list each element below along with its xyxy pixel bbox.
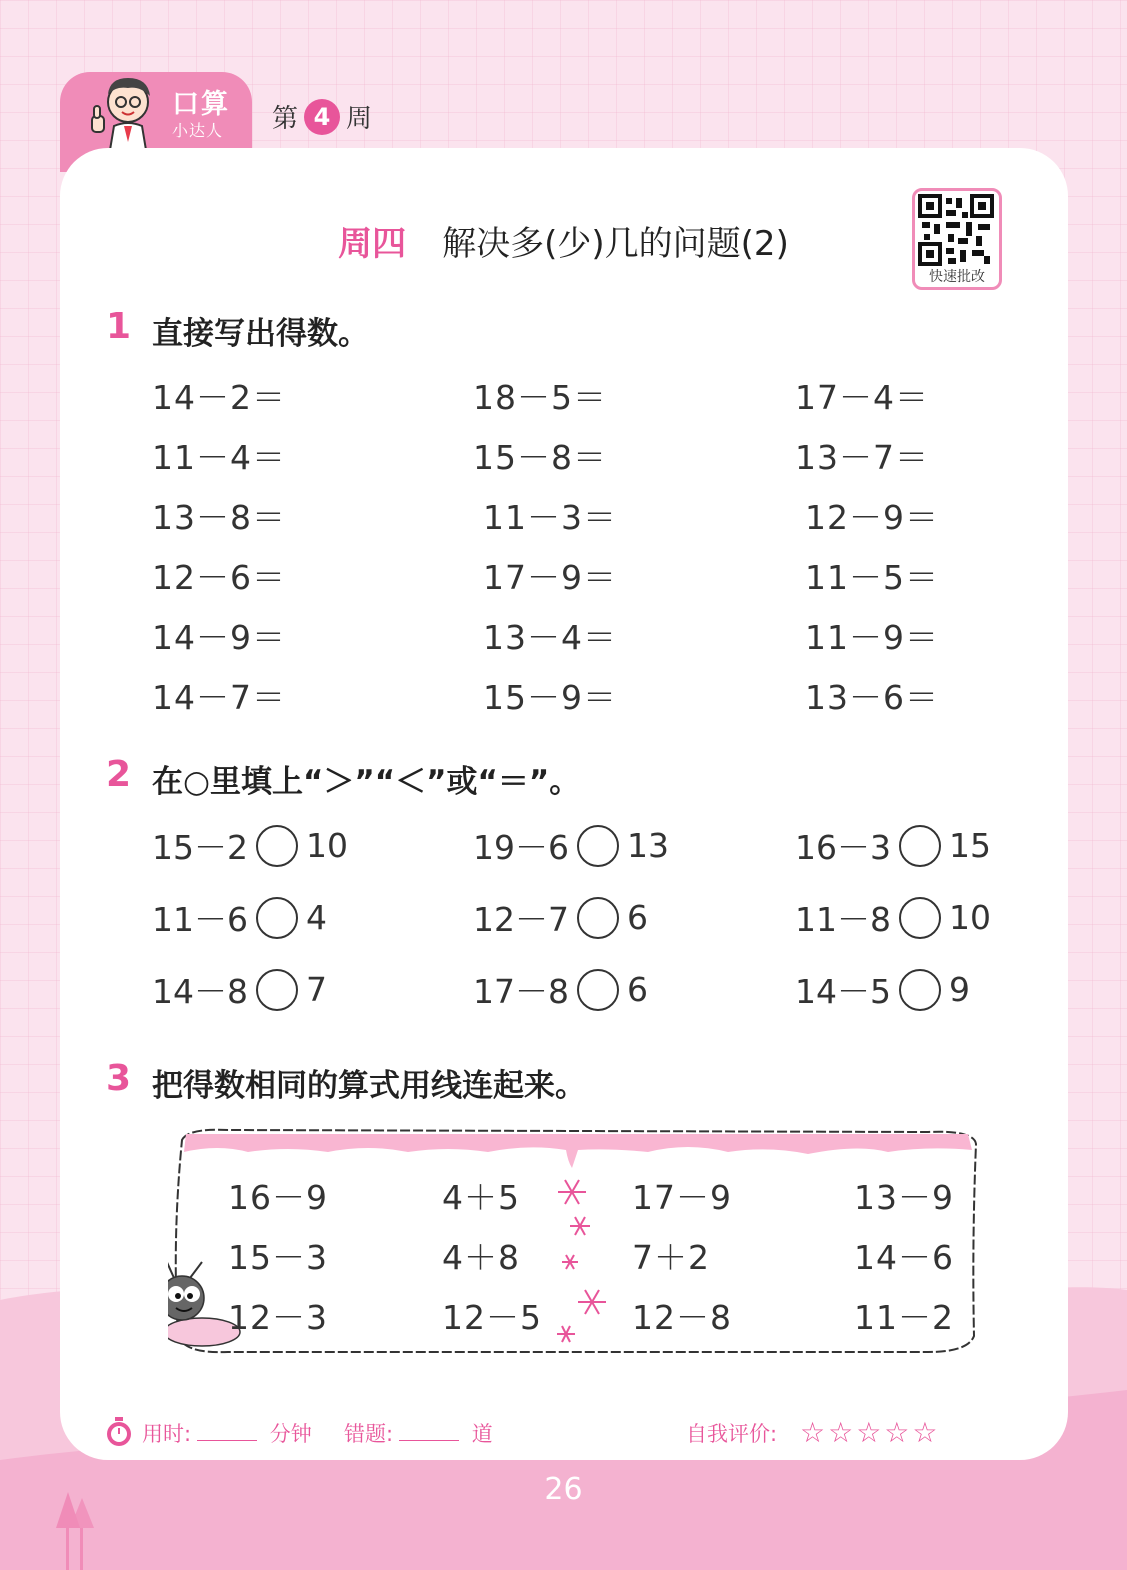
compare-right: 13 [627,826,669,865]
compare-item [795,822,991,869]
match-expr[interactable]: 13－9 [854,1178,954,1217]
week-suffix: 周 [346,104,373,134]
compare-item [152,894,327,941]
time-field [142,1418,312,1448]
title-day: 周四 [338,224,407,264]
week-prefix: 第 [272,104,299,134]
compare-left: 12－7 [473,900,569,939]
section-3-title: 把得数相同的算式用线连起来。 [152,1068,586,1104]
expr-2-2: 15－8＝ [473,438,607,477]
answer-circle[interactable] [899,969,941,1011]
qr-label: 快速批改 [929,269,985,285]
answer-circle[interactable] [577,825,619,867]
compare-item [795,966,970,1013]
match-expr[interactable]: 12－3 [228,1298,328,1337]
compare-left: 11－8 [795,900,891,939]
compare-left: 15－2 [152,828,248,867]
compare-left: 11－6 [152,900,248,939]
section-1-title: 直接写出得数。 [152,316,369,352]
section-3-number: 3 [106,1058,132,1099]
expr-4-1: 12－6＝ [152,558,286,597]
expr-3-3: 12－9＝ [805,498,939,537]
time-blank[interactable] [197,1422,257,1441]
answer-circle[interactable] [899,897,941,939]
arrow-decoration-icon [52,1488,100,1570]
rating-stars[interactable]: ☆☆☆☆☆ [800,1416,941,1449]
answer-circle[interactable] [577,969,619,1011]
compare-right: 10 [949,898,991,937]
compare-left: 14－5 [795,972,891,1011]
expr-5-2: 13－4＝ [483,618,617,657]
compare-item [152,822,348,869]
compare-left: 16－3 [795,828,891,867]
match-expr[interactable]: 4＋5 [442,1178,520,1217]
answer-circle[interactable] [899,825,941,867]
compare-left: 19－6 [473,828,569,867]
compare-right: 6 [627,898,648,937]
match-expr[interactable]: 14－6 [854,1238,954,1277]
section-2-title: 在○里填上“＞”“＜”或“＝”。 [152,764,581,800]
tab-title: 口算 [172,89,230,120]
errors-label: 错题: [344,1422,394,1446]
expr-1-2: 18－5＝ [473,378,607,417]
title-text: 解决多(少)几的问题(2) [442,224,789,264]
kid-thumbs-up-icon [80,72,160,150]
match-expr[interactable]: 15－3 [228,1238,328,1277]
expr-6-3: 13－6＝ [805,678,939,717]
compare-item [473,966,648,1013]
stopwatch-icon [104,1416,134,1448]
expr-4-2: 17－9＝ [483,558,617,597]
compare-left: 17－8 [473,972,569,1011]
expr-6-2: 15－9＝ [483,678,617,717]
expr-1-1: 14－2＝ [152,378,286,417]
compare-left: 14－8 [152,972,248,1011]
expr-2-1: 11－4＝ [152,438,286,477]
expr-4-3: 11－5＝ [805,558,939,597]
compare-right: 10 [306,826,348,865]
section-2-number: 2 [106,754,132,795]
compare-right: 15 [949,826,991,865]
match-expr[interactable]: 17－9 [632,1178,732,1217]
match-expr[interactable]: 12－8 [632,1298,732,1337]
compare-item [473,894,648,941]
expr-3-2: 11－3＝ [483,498,617,537]
week-number-badge: 4 [304,99,340,135]
week-label [272,98,372,135]
match-expr[interactable]: 16－9 [228,1178,328,1217]
compare-right: 6 [627,970,648,1009]
expr-5-3: 11－9＝ [805,618,939,657]
errors-blank[interactable] [399,1422,459,1441]
expr-5-1: 14－9＝ [152,618,286,657]
section-1-number: 1 [106,306,132,347]
compare-right: 4 [306,898,327,937]
compare-item [473,822,669,869]
page-number: 26 [544,1472,583,1507]
expr-2-3: 13－7＝ [795,438,929,477]
qr-code-icon [918,194,996,266]
time-unit: 分钟 [269,1422,312,1446]
time-label: 用时: [142,1422,192,1446]
compare-item [152,966,327,1013]
rating-label: 自我评价: [686,1422,778,1446]
tab-subtitle: 小达人 [172,121,224,140]
expr-3-1: 13－8＝ [152,498,286,537]
expr-1-3: 17－4＝ [795,378,929,417]
expr-6-1: 14－7＝ [152,678,286,717]
match-expr[interactable]: 12－5 [442,1298,542,1337]
errors-unit: 道 [471,1422,493,1446]
answer-circle[interactable] [577,897,619,939]
match-expr[interactable]: 7＋2 [632,1238,710,1277]
errors-field [344,1418,493,1448]
answer-circle[interactable] [256,969,298,1011]
match-expr[interactable]: 4＋8 [442,1238,520,1277]
answer-circle[interactable] [256,897,298,939]
compare-item [795,894,991,941]
match-expr[interactable]: 11－2 [854,1298,954,1337]
compare-right: 7 [306,970,327,1009]
compare-right: 9 [949,970,970,1009]
answer-circle[interactable] [256,825,298,867]
